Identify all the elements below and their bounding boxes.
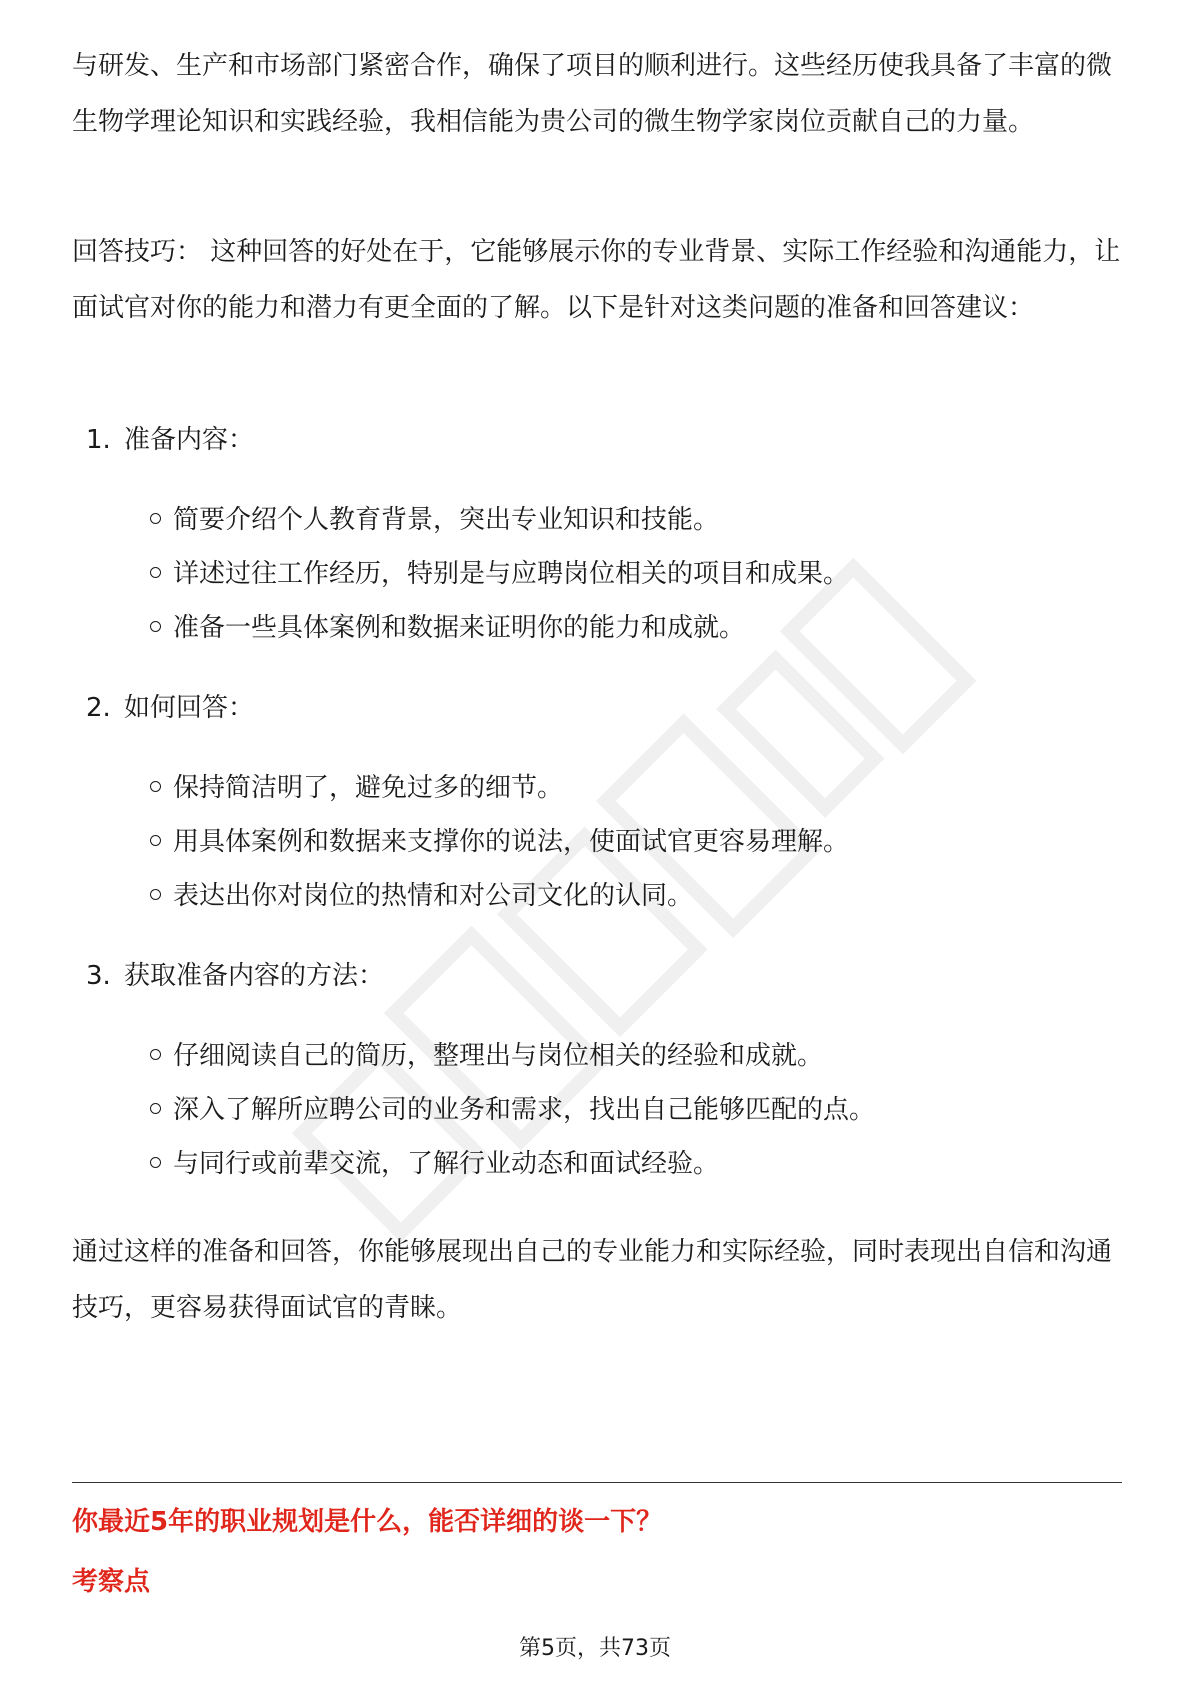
list-item: 简要介绍个人教育背景，突出专业知识和技能。: [150, 500, 719, 540]
section-number: 2.: [86, 693, 111, 723]
section-title: 获取准备内容的方法：: [124, 961, 385, 991]
list-item: 表达出你对岗位的热情和对公司文化的认同。: [150, 876, 693, 916]
section-1-heading: [86, 420, 254, 460]
list-item: 深入了解所应聘公司的业务和需求，找出自己能够匹配的点。: [150, 1090, 875, 1130]
list-item: 详述过往工作经历，特别是与应聘岗位相关的项目和成果。: [150, 554, 849, 594]
circle-bullet-icon: [150, 1049, 161, 1060]
list-item: 与同行或前辈交流，了解行业动态和面试经验。: [150, 1144, 719, 1184]
divider: [72, 1482, 1122, 1483]
next-question-heading: 你最近5年的职业规划是什么，能否详细的谈一下？: [72, 1507, 663, 1537]
section-title: 如何回答：: [124, 693, 255, 723]
section-title: 准备内容：: [124, 425, 255, 455]
section-2-heading: [86, 688, 254, 728]
circle-bullet-icon: [150, 1157, 161, 1168]
circle-bullet-icon: [150, 567, 161, 578]
circle-bullet-icon: [150, 889, 161, 900]
list-item: 仔细阅读自己的简历，整理出与岗位相关的经验和成就。: [150, 1036, 823, 1076]
page-number-footer: 第5页，共73页: [519, 1636, 671, 1661]
tips-paragraph: 回答技巧： 这种回答的好处在于，它能够展示你的专业背景、实际工作经验和沟通能力，让面试官对你的能力和潜力有更全面的了解。以下是针对这类问题的准备和回答建议：: [72, 237, 1121, 323]
section-number: 1.: [86, 425, 111, 455]
circle-bullet-icon: [150, 513, 161, 524]
section-3-heading: [86, 956, 384, 996]
list-item: 准备一些具体案例和数据来证明你的能力和成就。: [150, 608, 745, 648]
intro-paragraph: 与研发、生产和市场部门紧密合作，确保了项目的顺利进行。这些经历使我具备了丰富的微生物学理论知识和实践经验，我相信能为贵公司的微生物学家岗位贡献自己的力量。: [72, 51, 1113, 137]
section-number: 3.: [86, 961, 111, 991]
next-question-subheading: 考察点: [72, 1567, 151, 1597]
circle-bullet-icon: [150, 835, 161, 846]
closing-paragraph: 通过这样的准备和回答，你能够展现出自己的专业能力和实际经验，同时表现出自信和沟通技巧，更容易获得面试官的青睐。: [72, 1237, 1113, 1323]
circle-bullet-icon: [150, 621, 161, 632]
list-item: 用具体案例和数据来支撑你的说法，使面试官更容易理解。: [150, 822, 849, 862]
list-item: 保持简洁明了，避免过多的细节。: [150, 768, 563, 808]
circle-bullet-icon: [150, 781, 161, 792]
circle-bullet-icon: [150, 1103, 161, 1114]
